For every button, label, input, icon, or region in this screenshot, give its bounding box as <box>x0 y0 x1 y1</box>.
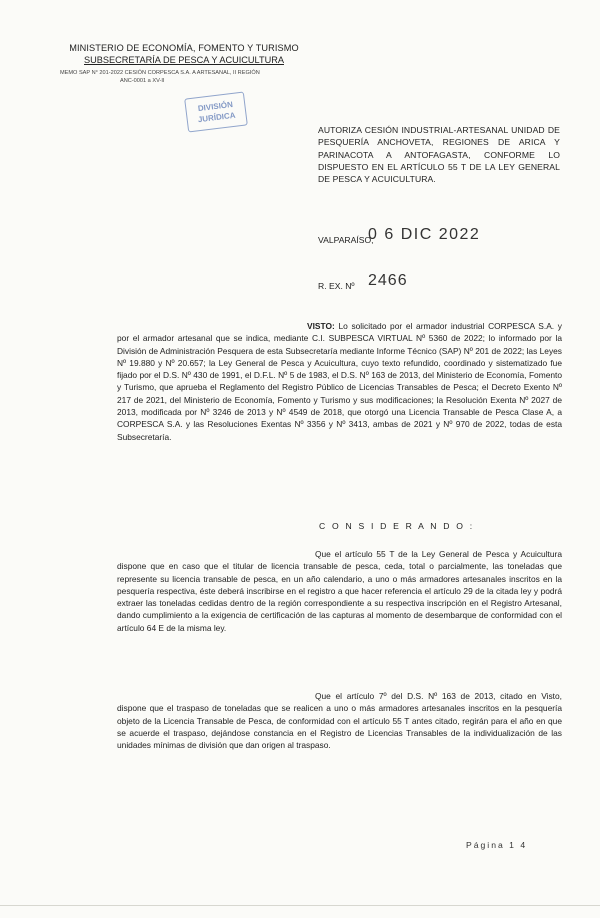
memo-reference <box>60 69 310 85</box>
considerando-text-1: Que el artículo 55 T de la Ley General de Pesca y Acuicultura dispone que en caso que el titular de licencia transable de pesca, ceda, total o parcialmente, las toneladas que represente su licencia transable de pesca, en un año calendario, a uno o más armadores artesanales inscritos en la pesquería respectiva, éste deberá inscribirse en el registro a que hacer referencia el artículo 29 de la citada ley y podrá extraer las toneladas cedidas dentro de la región correspondiente a su respectiva inscripción en el Registro Artesanal, dando cumplimiento a la exigencia de certificación de las capturas al momento de desembarque de conformidad con el artículo 64 E de la misma ley. <box>117 549 562 633</box>
division-juridica-stamp <box>184 91 248 132</box>
visto-paragraph <box>117 320 562 443</box>
resolution-subject: AUTORIZA CESIÓN INDUSTRIAL-ARTESANAL UNIDAD DE PESQUERÍA ANCHOVETA, REGIONES DE ARICA Y PARINACOTA A ANTOFAGASTA, CONFORME LO DISPUESTO EN EL ARTÍCULO 55 T DE LA LEY GENERAL DE PESCA Y ACUICULTURA. <box>318 125 560 185</box>
visto-label: VISTO: <box>307 321 335 331</box>
considerando-paragraph-2 <box>117 690 562 751</box>
stamp-line-1: DIVISIÓN <box>197 99 234 114</box>
considerando-paragraph-1 <box>117 548 562 634</box>
visto-text: Lo solicitado por el armador industrial CORPESCA S.A. y por el armador artesanal que se indica, mediante C.I. SUBPESCA VIRTUAL Nº 5360 de 2022; lo informado por la División de Administración Pesquera de esta Subsecretaría mediante Informe Técnico (SAP) Nº 201 de 2022; las Leyes Nº 19.880 y Nº 20.657; la Ley General de Pesca y Acuicultura, cuyo texto refundido, coordinado y sistematizado fue fijado por el D.S. Nº 430 de 1991, el D.F.L. Nº 5 de 1983, el D.S. Nº 163 de 2013, del Ministerio de Economía, Fomento y Turismo, que aprueba el Reglamento del Registro Público de Licencias Transables de Pesca; el Decreto Exento Nº 217 de 2021, del Ministerio de Economía, Fomento y Turismo y sus modificaciones; la Resolución Exenta Nº 2027 de 2013, modificada por Nº 3246 de 2013 y Nº 4549 de 2018, que otorgó una Licencia Transable de Pesca Clase A, a CORPESCA S.A. y las Resoluciones Exentas Nº 3356 y Nº 3413, ambas de 2021 y Nº 970 de 2022, todas de esta Subsecretaría. <box>117 321 562 442</box>
letterhead <box>64 42 304 66</box>
place-label: VALPARAÍSO, <box>318 235 374 245</box>
considerando-text-2: Que el artículo 7º del D.S. Nº 163 de 2013, citado en Visto, dispone que el traspaso de toneladas que se realicen a uno o más armadores artesanales inscritos en la pesquería objeto de la Licencia Transable de Pesca, de conformidad con el artículo 55 T antes citado, regirán para el año en que se acuerde el traspaso, dejándose constancia en el Registro de Licencias Transables de la individualización de las unidades mínimas de división que dan origen al traspaso. <box>117 691 562 751</box>
rex-number: 2466 <box>368 272 408 289</box>
subsecretaria-name: SUBSECRETARÍA DE PESCA Y ACUICULTURA <box>84 55 284 65</box>
stamp-line-2: JURÍDICA <box>197 110 236 125</box>
rex-label: R. EX. Nº <box>318 281 355 291</box>
memo-line-1: MEMO SAP N° 201-2022 CESIÓN CORPESCA S.A. A ARTESANAL, II REGIÓN <box>60 70 260 76</box>
page-edge-line <box>0 905 600 906</box>
memo-line-2: ANC-0001 a XV-II <box>120 78 165 84</box>
ministry-name: MINISTERIO DE ECONOMÍA, FOMENTO Y TURISMO <box>69 43 299 53</box>
resolution-date: 0 6 DIC 2022 <box>368 226 481 243</box>
page-number: Página 1 4 <box>466 840 528 850</box>
considerando-heading: C O N S I D E R A N D O : <box>319 521 475 531</box>
